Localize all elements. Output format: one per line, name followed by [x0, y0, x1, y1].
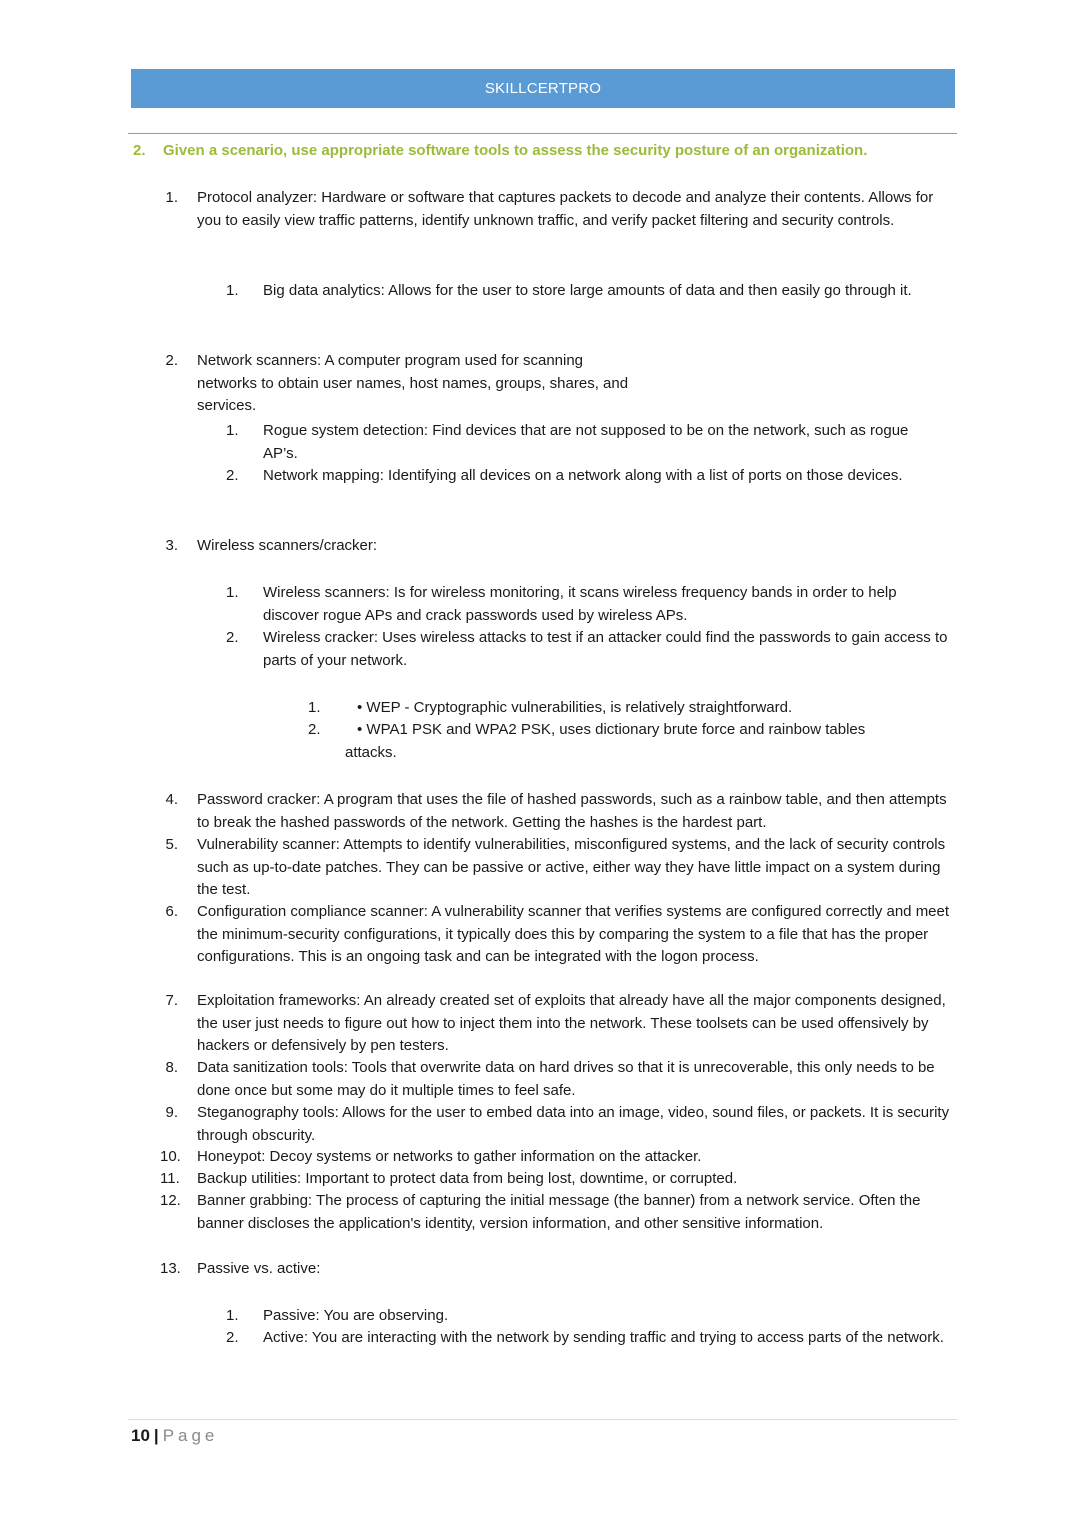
page-label: Page — [162, 1426, 219, 1445]
list-item — [226, 420, 923, 465]
list-item — [226, 1305, 953, 1328]
list-item — [226, 1327, 953, 1350]
list-item — [165, 187, 955, 232]
list-item-text: Passive vs. active: — [197, 1260, 321, 1277]
list-item — [165, 789, 955, 834]
list-item-number: 2. — [308, 721, 321, 738]
list-item-number: 2. — [226, 1329, 239, 1346]
list-item — [308, 719, 915, 764]
list-item — [160, 1190, 955, 1235]
list-item — [160, 1146, 955, 1169]
section-heading — [133, 141, 953, 161]
list-item — [308, 697, 945, 720]
list-item-number: 1. — [226, 1307, 239, 1324]
list-item-text: Exploitation frameworks: An already created set of exploits that already have all the major components designed, the user just needs to figure out how to inject them into the network. These toolsets can be used offensively by hackers or defensively by pen testers. — [197, 992, 946, 1054]
list-item-text: Wireless scanners: Is for wireless monitoring, it scans wireless frequency bands in order to help discover rogue APs and crack passwords used by wireless APs. — [263, 584, 897, 624]
list-item-text: Banner grabbing: The process of capturing the initial message (the banner) from a network service. Often the banner discloses the application's identity, version information, and other sensitive information. — [197, 1192, 921, 1232]
list-item-text: Network scanners: A computer program used for scanning networks to obtain user names, host names, groups, shares, and services. — [197, 352, 629, 414]
header-divider — [128, 133, 957, 134]
list-item-text: Active: You are interacting with the network by sending traffic and trying to access parts of the network. — [263, 1329, 944, 1346]
list-item-text: Rogue system detection: Find devices that are not supposed to be on the network, such as rogue AP’s. — [263, 422, 909, 462]
list-item — [226, 280, 953, 303]
list-item-text: • WPA1 PSK and WPA2 PSK, uses dictionary brute force and rainbow tables attacks. — [345, 721, 866, 761]
footer-divider — [128, 1419, 957, 1420]
list-item-number: 10. — [160, 1148, 181, 1165]
list-item-text: Passive: You are observing. — [263, 1307, 449, 1324]
list-item — [226, 465, 928, 488]
list-item-number: 1. — [226, 422, 239, 439]
list-item-text: Wireless scanners/cracker: — [197, 537, 378, 554]
list-item-text: Vulnerability scanner: Attempts to identify vulnerabilities, misconfigured systems, and the lack of security controls such as up-to-date patches. They can be passive or active, either way they have little impact on a system during the test. — [197, 836, 946, 898]
footer-separator: | — [153, 1426, 159, 1445]
list-item-text: Network mapping: Identifying all devices on a network along with a list of ports on those devices. — [263, 467, 903, 484]
list-item — [165, 901, 955, 969]
header-title: SKILLCERTPRO — [484, 80, 602, 97]
list-item-number: 8. — [165, 1059, 178, 1076]
page-footer — [131, 1424, 218, 1448]
list-item — [160, 1258, 955, 1281]
list-item — [226, 627, 953, 672]
list-item — [165, 834, 955, 902]
list-item-number: 9. — [165, 1104, 178, 1121]
list-item-text: Steganography tools: Allows for the user to embed data into an image, video, sound files, or packets. It is security through obscurity. — [197, 1104, 950, 1144]
list-item-text: Big data analytics: Allows for the user to store large amounts of data and then easily go through it. — [263, 282, 912, 299]
section-title: Given a scenario, use appropriate software tools to assess the security posture of an organization. — [163, 142, 868, 159]
list-item — [226, 582, 953, 627]
list-item-number: 1. — [308, 699, 321, 716]
list-item-text: Protocol analyzer: Hardware or software that captures packets to decode and analyze their contents. Allows for you to easily view traffic patterns, identify unknown traffic, and verify packet filtering and security controls. — [197, 189, 934, 229]
list-item-text: • WEP - Cryptographic vulnerabilities, is relatively straightforward. — [357, 699, 793, 716]
section-number: 2. — [133, 142, 146, 159]
list-item-number: 12. — [160, 1192, 181, 1209]
header-banner — [131, 69, 955, 108]
list-item — [165, 990, 955, 1058]
list-item-number: 2. — [226, 467, 239, 484]
list-item-number: 13. — [160, 1260, 181, 1277]
list-item-text: Configuration compliance scanner: A vulnerability scanner that verifies systems are configured correctly and meet the minimum-security configurations, it typically does this by comparing the system to a file that has the proper configurations. This is an ongoing task and can be integrated with the logon process. — [197, 903, 950, 965]
list-item — [165, 1102, 955, 1147]
list-item-text: Password cracker: A program that uses the file of hashed passwords, such as a rainbow table, and then attempts to break the hashed passwords of the network. Getting the hashes is the hardest part. — [197, 791, 947, 831]
list-item-text: Backup utilities: Important to protect data from being lost, downtime, or corrupted. — [197, 1170, 738, 1187]
list-item — [165, 535, 955, 558]
list-item-number: 11. — [160, 1170, 180, 1187]
list-item — [160, 1168, 955, 1191]
list-item-number: 3. — [165, 537, 178, 554]
list-item-number: 1. — [226, 282, 239, 299]
list-item — [165, 350, 637, 418]
page-number: 10 — [131, 1426, 150, 1445]
list-item-number: 2. — [226, 629, 239, 646]
list-item-number: 1. — [165, 189, 178, 206]
list-item-number: 5. — [165, 836, 178, 853]
list-item-number: 2. — [165, 352, 178, 369]
list-item — [165, 1057, 955, 1102]
list-item-text: Wireless cracker: Uses wireless attacks to test if an attacker could find the passwords to gain access to parts of your network. — [263, 629, 948, 669]
list-item-number: 6. — [165, 903, 178, 920]
list-item-number: 1. — [226, 584, 239, 601]
list-item-text: Data sanitization tools: Tools that overwrite data on hard drives so that it is unrecoverable, this only needs to be done once but some may do it multiple times to feel safe. — [197, 1059, 935, 1099]
list-item-number: 7. — [165, 992, 178, 1009]
list-item-text: Honeypot: Decoy systems or networks to gather information on the attacker. — [197, 1148, 702, 1165]
list-item-number: 4. — [165, 791, 178, 808]
